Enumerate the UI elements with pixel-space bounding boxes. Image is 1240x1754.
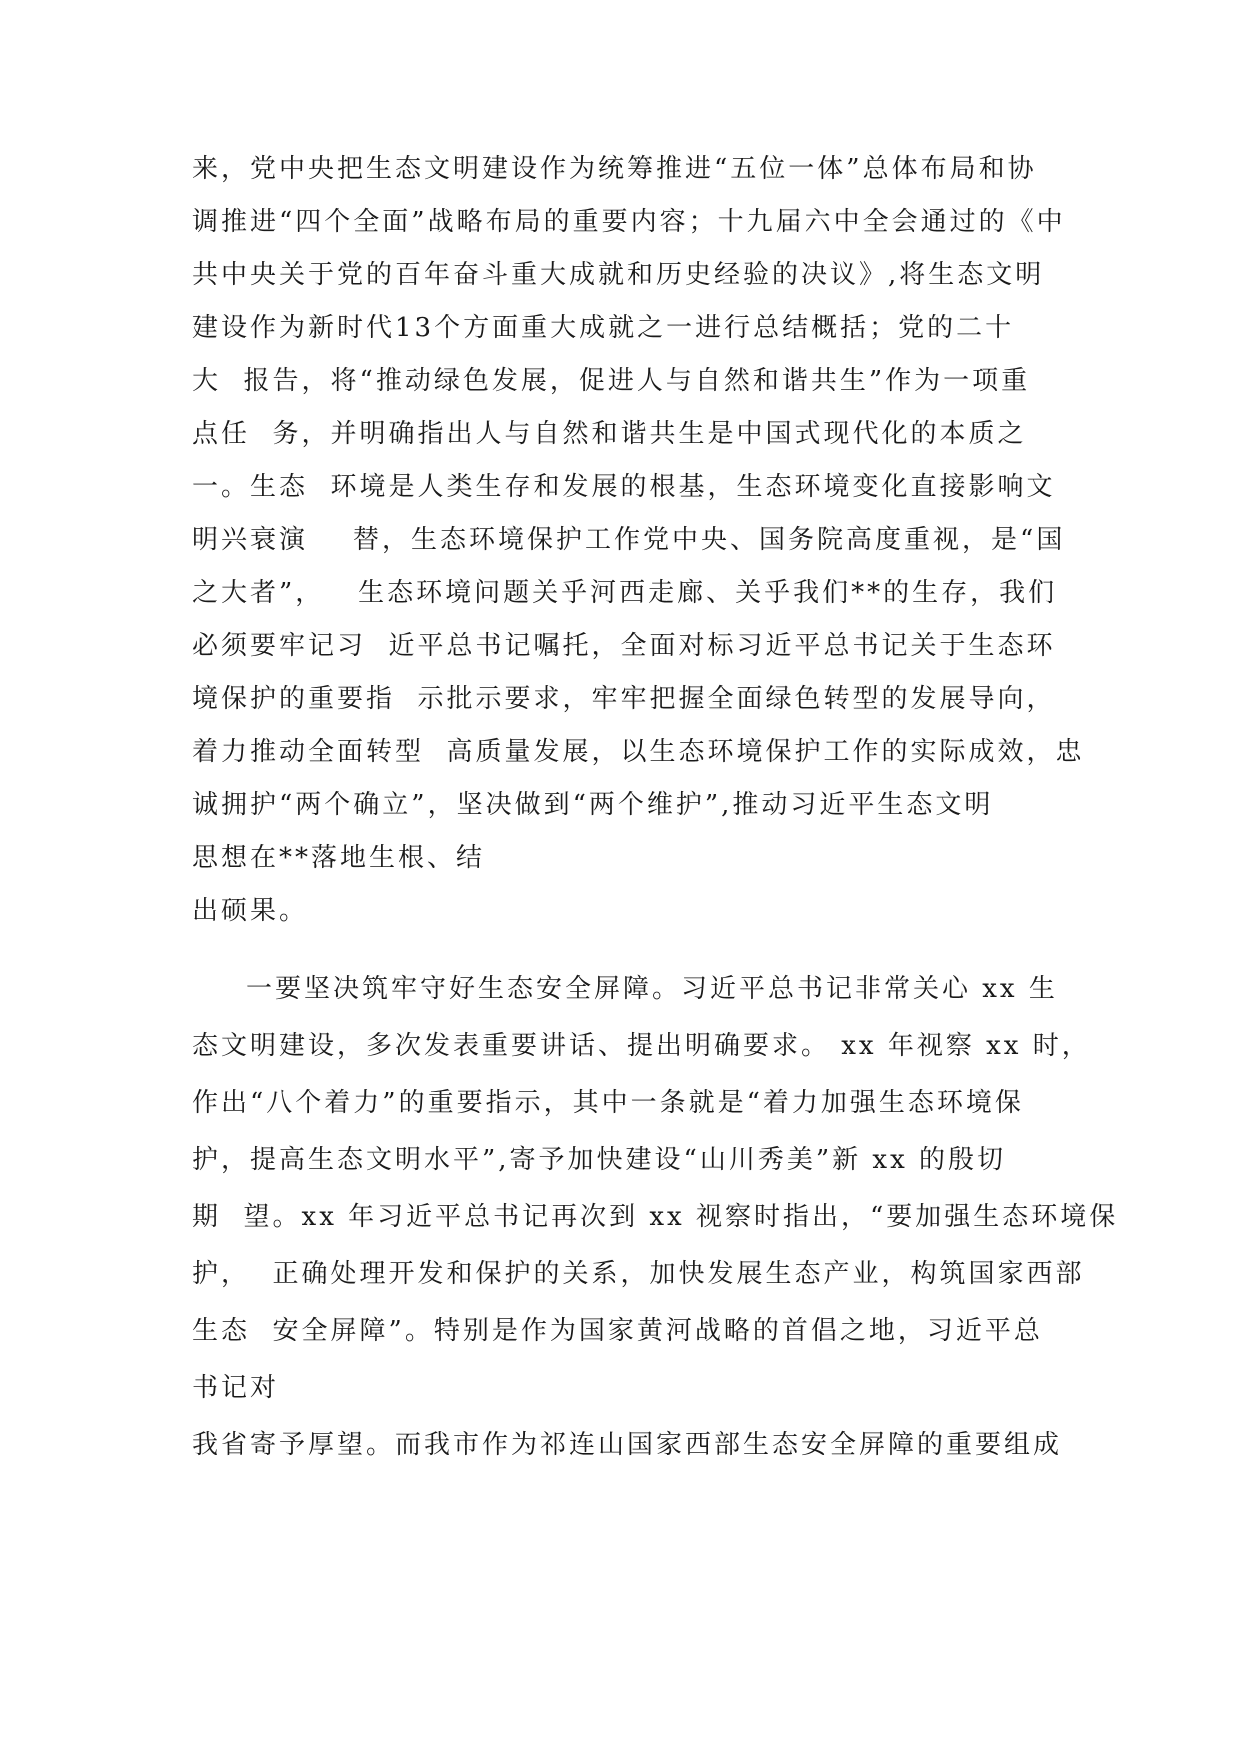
text-line: 境保护的重要指 示批示要求，牢牢把握全面绿色转型的发展导向， bbox=[192, 684, 1056, 714]
text-line: 明兴衰演 替，生态环境保护工作党中央、国务院高度重视，是“国 bbox=[192, 525, 1066, 555]
text-line: 我省寄予厚望。而我市作为祁连山国家西部生态安全屏障的重要组成 bbox=[192, 1430, 1063, 1460]
text-line: 作出“八个着力”的重要指示，其中一条就是“着力加强生态环境保 bbox=[192, 1088, 1024, 1118]
text-line: 之大者”， 生态环境问题关乎河西走廊、关乎我们**的生存，我们 bbox=[192, 578, 1058, 608]
text-line: 共中央关于党的百年奋斗重大成就和历史经验的决议》,将生态文明 bbox=[192, 260, 1045, 290]
text-line: 建设作为新时代13个方面重大成就之一进行总结概括；党的二十 bbox=[192, 313, 1015, 343]
text-line: 大 报告，将“推动绿色发展，促进人与自然和谐共生”作为一项重 bbox=[192, 366, 1031, 396]
text-line: 出硕果。 bbox=[192, 896, 309, 926]
text-line: 调推进“四个全面”战略布局的重要内容；十九届六中全会通过的《中 bbox=[192, 207, 1066, 237]
text-line: 思想在**落地生根、结 bbox=[192, 843, 486, 873]
text-line: 书记对 bbox=[192, 1373, 280, 1403]
text-line: 期 望。xx 年习近平总书记再次到 xx 视察时指出，“要加强生态环境保 bbox=[192, 1202, 1119, 1232]
text-line: 一。生态 环境是人类生存和发展的根基，生态环境变化直接影响文 bbox=[192, 472, 1056, 502]
text-line: 护， 正确处理开发和保护的关系，加快发展生态产业，构筑国家西部 bbox=[192, 1259, 1085, 1289]
paragraph-first-line: 一要坚决筑牢守好生态安全屏障。习近平总书记非常关心 xx 生 bbox=[246, 974, 1058, 1004]
text-line: 着力推动全面转型 高质量发展，以生态环境保护工作的实际成效，忠 bbox=[192, 737, 1085, 767]
text-line: 生态 安全屏障”。特别是作为国家黄河战略的首倡之地，习近平总 bbox=[192, 1316, 1043, 1346]
text-line: 来，党中央把生态文明建设作为统筹推进“五位一体”总体布局和协 bbox=[192, 154, 1037, 184]
text-line: 诚拥护“两个确立”，坚决做到“两个维护”,推动习近平生态文明 bbox=[192, 790, 994, 820]
text-line: 点任 务，并明确指出人与自然和谐共生是中国式现代化的本质之 bbox=[192, 419, 1027, 449]
text-line: 态文明建设，多次发表重要讲话、提出明确要求。 xx 年视察 xx 时， bbox=[192, 1031, 1091, 1061]
text-line: 护，提高生态文明水平”,寄予加快建设“山川秀美”新 xx 的殷切 bbox=[192, 1145, 1006, 1175]
text-line: 必须要牢记习 近平总书记嘱托，全面对标习近平总书记关于生态环 bbox=[192, 631, 1056, 661]
